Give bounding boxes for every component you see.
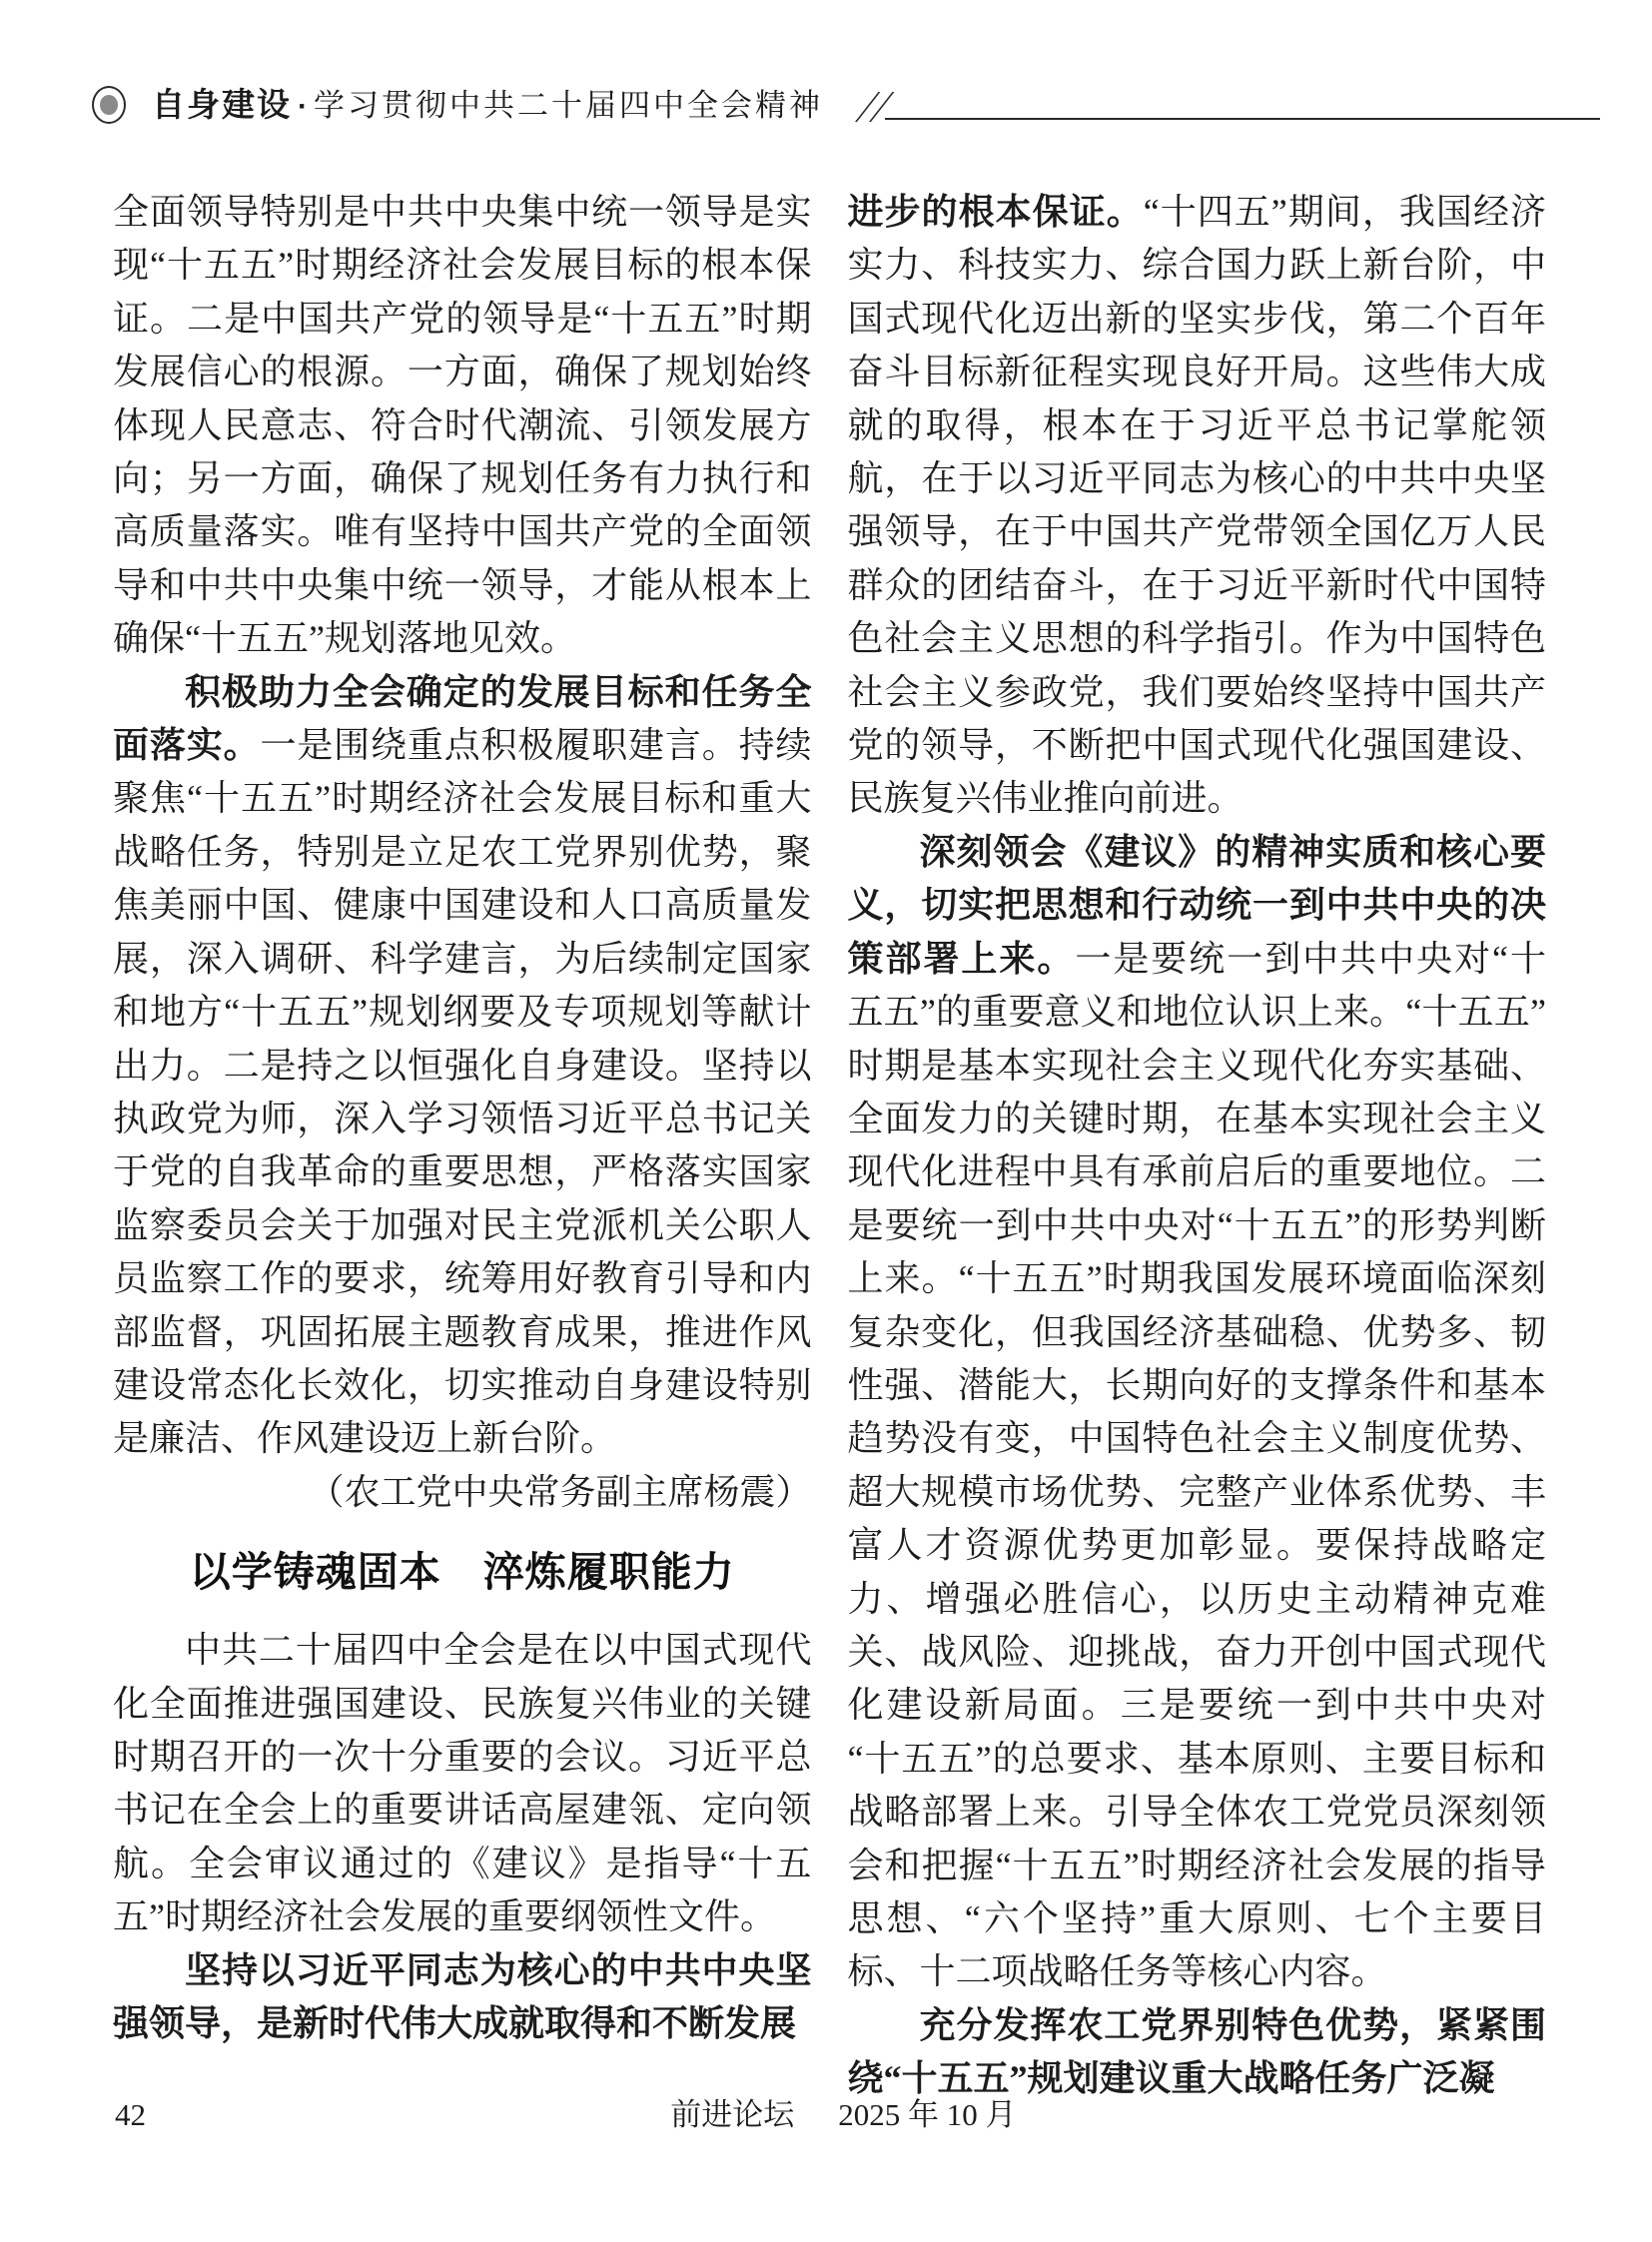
paragraph-bold-lead: 进步的根本保证。 [847, 192, 1144, 232]
section-title [152, 88, 823, 126]
paragraph-bold-lead: 深刻领会《建议》的精神实质和核心要义，切实把思想和行动统一到中共中央的决策部署上来。 [847, 831, 1546, 979]
page-number: 42 [115, 2097, 146, 2132]
page-header [92, 72, 1600, 126]
paragraph-continuation [848, 186, 1547, 826]
issue-date: 2025 年 10 月 [838, 2097, 1017, 2132]
right-column [848, 186, 1547, 2106]
article-section-heading: 以学铸魂固本 淬炼履职能力 [189, 1549, 735, 1596]
journal-name: 前进论坛 [670, 2097, 795, 2132]
left-column [113, 186, 812, 2106]
paragraph-bold: 充分发挥农工党界别特色优势，紧紧围绕“十五五”规划建议重大战略任务广泛凝 [847, 2004, 1546, 2099]
header-rule-line [885, 118, 1600, 120]
paragraph-text: 一是要统一到中共中央对“十五五”的重要意义和地位认识上来。“十五五”时期是基本实现社会主义现代化夯实基础、全面发力的关键时期，在基本实现社会主义现代化进程中具有承前启后的重要地位。二是要统一到中共中央对“十五五”的形势判断上来。“十五五”时期我国发展环境面临深刻复杂变化，但我国经济基础稳、优势多、韧性强、潜能大，长期向好的支撑条件和基本趋势没有变，中国特色社会主义制度优势、超大规模市场优势、完整产业体系优势、丰富人才资源优势更加彰显。要保持战略定力、增强必胜信心，以历史主动精神克难关、战风险、迎挑战，奋力开创中国式现代化建设新局面。三是要统一到中共中央对“十五五”的总要求、基本原则、主要目标和战略部署上来。引导全体农工党党员深刻领会和把握“十五五”时期经济社会发展的指导思想、“六个坚持”重大原则、七个主要目标、十二项战略任务等核心内容。 [847, 938, 1546, 1992]
paragraph: 中共二十届四中全会是在以中国式现代化全面推进强国建设、民族复兴伟业的关键时期召开的一次十分重要的会议。习近平总书记在全会上的重要讲话高屋建瓴、定向领航。全会审议通过的《建议》是指导“十五五”时期经济社会发展的重要纲领性文件。 [113, 1630, 812, 1937]
article-body [113, 186, 1546, 2106]
section-title-bold: 自身建设 [152, 86, 292, 123]
author-attribution: （农工党中央常务副主席杨震） [308, 1471, 812, 1512]
paragraph [848, 826, 1547, 1999]
paragraph-text: “十四五”期间，我国经济实力、科技实力、综合国力跃上新台阶，中国式现代化迈出新的坚实步伐，第二个百年奋斗目标新征程实现良好开局。这些伟大成就的取得，根本在于习近平总书记掌舵领航，在于以习近平同志为核心的中共中央坚强领导，在于中国共产党带领全国亿万人民群众的团结奋斗，在于习近平新时代中国特色社会主义思想的科学指引。作为中国特色社会主义参政党，我们要始终坚持中国共产党的领导，不断把中国式现代化强国建设、民族复兴伟业推向前进。 [847, 192, 1546, 819]
section-title-rest: 学习贯彻中共二十届四中全会精神 [314, 88, 823, 123]
footer-journal-line [670, 2091, 1016, 2139]
bullseye-section-icon [92, 86, 126, 124]
page-footer [113, 2091, 1546, 2139]
paragraph [113, 666, 812, 1466]
section-title-separator: · [298, 90, 308, 123]
bullseye-dot [100, 95, 118, 115]
header-rule [839, 86, 1600, 126]
slash-mark-icon [855, 92, 880, 122]
paragraph-text: 一是围绕重点积极履职建言。持续聚焦“十五五”时期经济社会发展目标和重大战略任务，特别是立足农工党界别优势，聚焦美丽中国、健康中国建设和人口高质量发展，深入调研、科学建言，为后续制定国家和地方“十五五”规划纲要及专项规划等献计出力。二是持之以恒强化自身建设。坚持以执政党为师，深入学习领悟习近平总书记关于党的自我革命的重要思想，严格落实国家监察委员会关于加强对民主党派机关公职人员监察工作的要求，统筹用好教育引导和内部监督，巩固拓展主题教育成果，推进作风建设常态化长效化，切实推动自身建设特别是廉洁、作风建设迈上新台阶。 [113, 725, 812, 1459]
paragraph-continuation: 全面领导特别是中共中央集中统一领导是实现“十五五”时期经济社会发展目标的根本保证。二是中国共产党的领导是“十五五”时期发展信心的根源。一方面，确保了规划始终体现人民意志、符合时代潮流、引领发展方向；另一方面，确保了规划任务有力执行和高质量落实。唯有坚持中国共产党的全面领导和中共中央集中统一领导，才能从根本上确保“十五五”规划落地见效。 [113, 192, 812, 659]
paragraph-bold-lead: 积极助力全会确定的发展目标和任务全面落实。 [113, 671, 812, 766]
paragraph-bold: 坚持以习近平同志为核心的中共中央坚强领导，是新时代伟大成就取得和不断发展 [113, 1949, 812, 2043]
